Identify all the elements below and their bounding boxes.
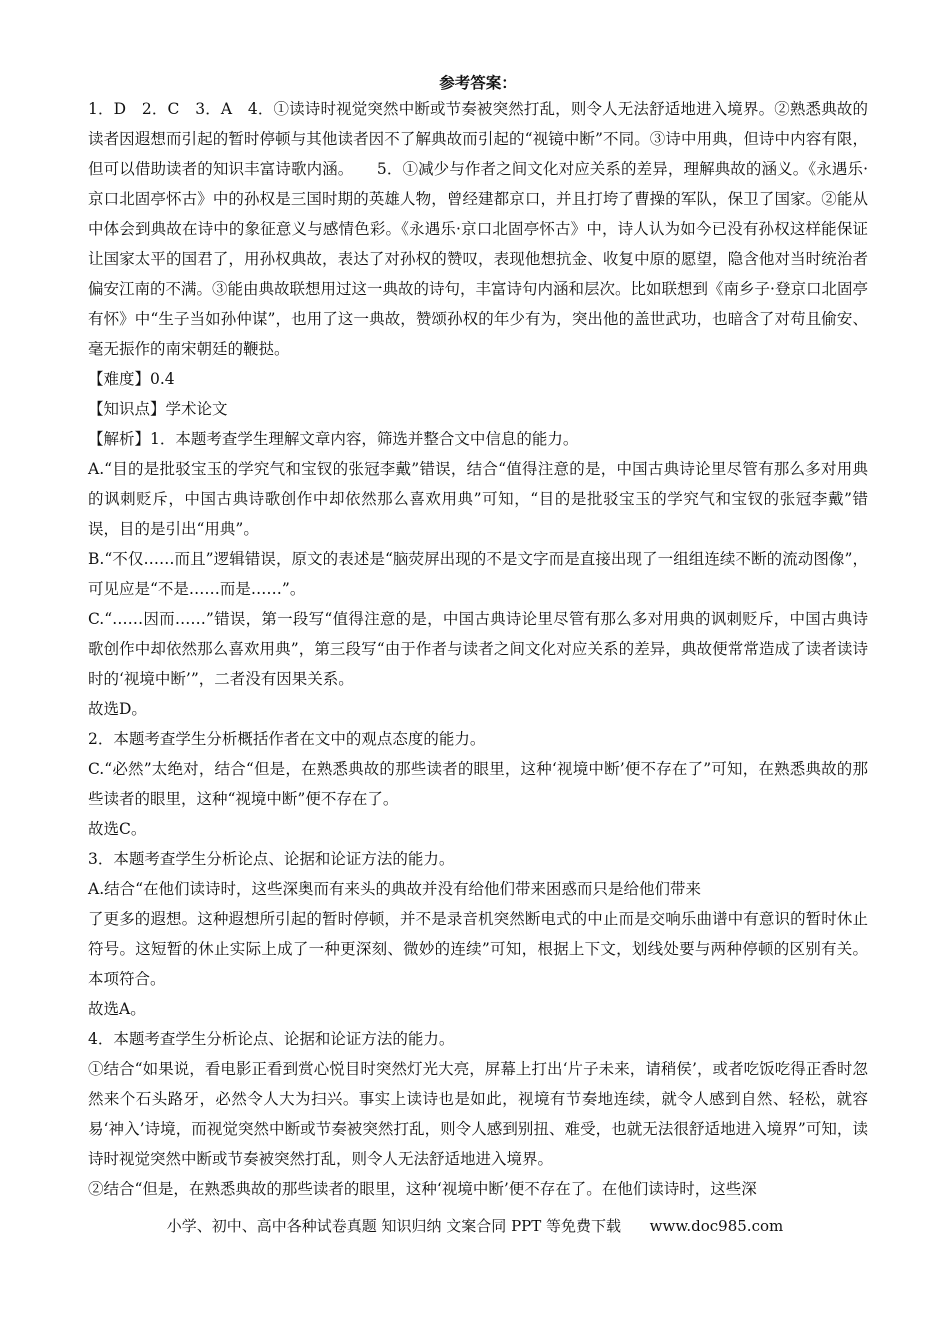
analysis-q1-intro: 【解析】1．本题考查学生理解文章内容，筛选并整合文中信息的能力。 bbox=[88, 430, 579, 448]
analysis-q3-option-a-start: A.结合“在他们读诗时，这些深奥而有来头的典故并没有给他们带来困惑而只是给他们带来 bbox=[88, 880, 702, 898]
analysis-q4-point-1: ①结合“如果说，看电影正看到赏心悦目时突然灯光大亮，屏幕上打出‘片子未来，请稍侯’，或者吃饭吃得正香时忽然来个石头路牙，必然令人大为扫兴。事实上读诗也是如此，视境有节奏地连续，就令人感到自然、轻松，就容易‘神入’诗境，而视觉突然中断或节奏被突然打乱，则令人感到别扭、难受，也就无法很舒适地进入境界”可知，读诗时视觉突然中断或节奏被突然打乱，则令人无法舒适地进入境界。 bbox=[88, 1060, 868, 1168]
footer-text: 小学、初中、高中各种试卷真题 知识归纳 文案合同 PPT 等免费下载 bbox=[166, 1217, 622, 1235]
answer-summary: 1．D 2．C 3．A 4．①读诗时视觉突然中断或节奏被突然打乱，则令人无法舒适地进入境界。②熟悉典故的读者因遐想而引起的暂时停顿与其他读者因不了解典故而引起的“视镜中断”不同。③诗中用典，但诗中内容有限，但可以借助读者的知识丰富诗歌内涵。 5．①减少与作者之间文化对应关系的差异，理解典故的涵义。《永遇乐·京口北固亭怀古》中的孙权是三国时期的英雄人物，曾经建都京口，并且打垮了曹操的军队，保卫了国家。②能从中体会到典故在诗中的象征意义与感情色彩。《永遇乐·京口北固亭怀古》中，诗人认为如今已没有孙权这样能保证让国家太平的国君了，用孙权典故，表达了对孙权的赞叹，表现他想抗金、收复中原的愿望，隐含他对当时统治者偏安江南的不满。③能由典故联想用过这一典故的诗句，丰富诗句内涵和层次。比如联想到《南乡子·登京口北固亭有怀》中“生子当如孙仲谋”，也用了这一典故，赞颂孙权的年少有为，突出他的盖世武功，也暗含了对苟且偷安、毫无振作的南宋朝廷的鞭挞。 bbox=[88, 100, 868, 358]
answer-page bbox=[88, 72, 868, 1204]
analysis-q1-option-c: C.“……因而……”错误，第一段写“值得注意的是，中国古典诗论里尽管有那么多对用典的讽刺贬斥，中国古典诗歌创作中却依然那么喜欢用典”，第三段写“由于作者与读者之间文化对应关系的差异，典故便常常造成了读者读诗时的‘视境中断’”，二者没有因果关系。 bbox=[88, 610, 868, 688]
analysis-q2-intro: 2．本题考查学生分析概括作者在文中的观点态度的能力。 bbox=[88, 730, 486, 748]
analysis-q2-option-c: C.“必然”太绝对，结合“但是，在熟悉典故的那些读者的眼里，这种‘视境中断’便不存在了”可知，在熟悉典故的那些读者的眼里，这种“视境中断”便不存在了。 bbox=[88, 760, 868, 808]
analysis-q1-option-b: B.“不仅……而且”逻辑错误，原文的表述是“脑荧屏出现的不是文字而是直接出现了一组组连续不断的流动图像”，可见应是“不是……而是……”。 bbox=[88, 550, 868, 598]
page-footer bbox=[0, 1215, 950, 1236]
page-title: 参考答案： bbox=[439, 73, 517, 92]
knowledge-point-line: 【知识点】学术论文 bbox=[88, 400, 228, 418]
analysis-q1-option-a: A.“目的是批驳宝玉的学究气和宝钗的张冠李戴”错误，结合“值得注意的是，中国古典诗论里尽管有那么多对用典的讽刺贬斥，中国古典诗歌创作中却依然那么喜欢用典”可知，“目的是批驳宝玉的学究气和宝钗的张冠李戴”错误，目的是引出“用典”。 bbox=[88, 460, 868, 538]
analysis-q3-intro: 3．本题考查学生分析论点、论据和论证方法的能力。 bbox=[88, 850, 455, 868]
analysis-q3-option-a-cont: 了更多的遐想。这种遐想所引起的暂时停顿，并不是录音机突然断电式的中止而是交响乐曲谱中有意识的暂时休止符号。这短暂的休止实际上成了一种更深刻、微妙的连续”可知，根据上下文，划线处要与两种停顿的区别有关。本项符合。 bbox=[88, 910, 868, 988]
analysis-q1-answer: 故选D。 bbox=[88, 700, 147, 718]
analysis-q4-point-2: ②结合“但是，在熟悉典故的那些读者的眼里，这种‘视境中断’便不存在了。在他们读诗时，这些深 bbox=[88, 1180, 757, 1198]
footer-url[interactable]: www.doc985.com bbox=[649, 1217, 784, 1235]
analysis-q3-answer: 故选A。 bbox=[88, 1000, 146, 1018]
analysis-q4-intro: 4．本题考查学生分析论点、论据和论证方法的能力。 bbox=[88, 1030, 455, 1048]
analysis-q2-answer: 故选C。 bbox=[88, 820, 147, 838]
difficulty-line: 【难度】0.4 bbox=[88, 370, 175, 388]
